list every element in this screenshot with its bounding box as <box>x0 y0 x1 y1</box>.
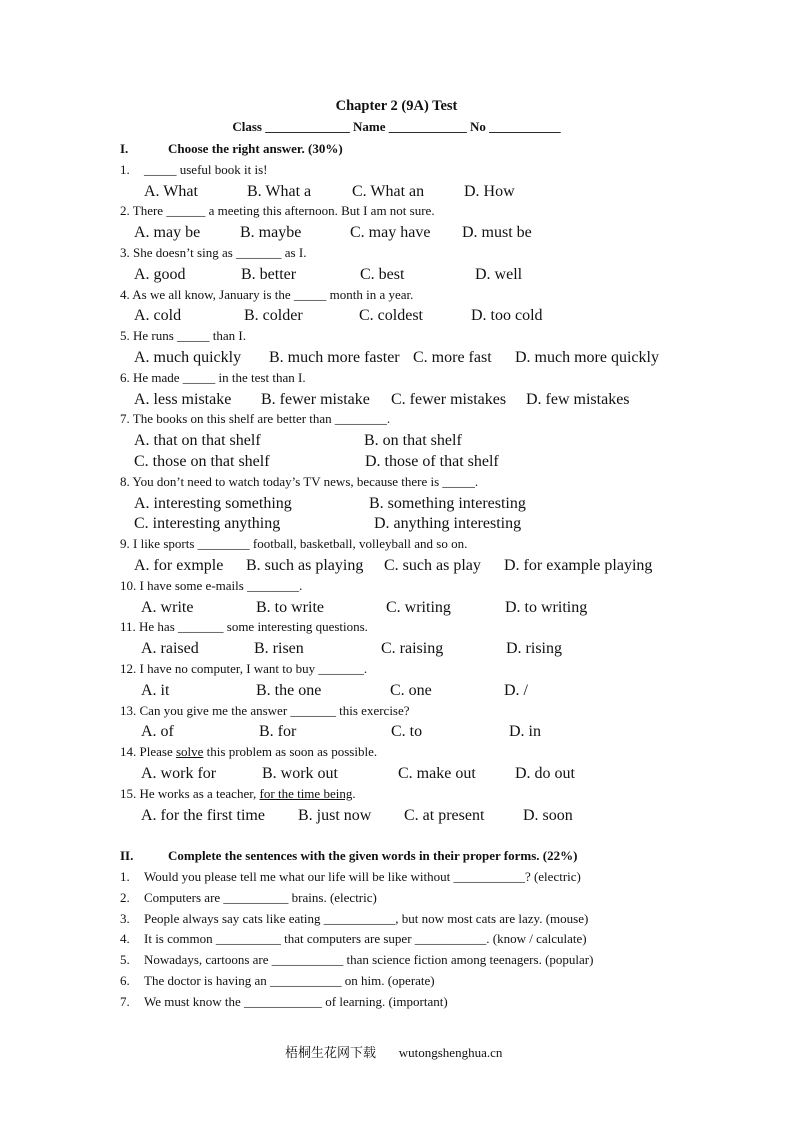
s2-item-6-number: 6. <box>120 973 130 988</box>
q6-option-c: C. fewer mistakes <box>391 391 507 408</box>
q10-option-b: B. to write <box>256 599 324 616</box>
section-1-number: I. <box>120 141 129 156</box>
q15-option-a: A. for the first time <box>141 807 265 824</box>
q15-option-b: B. just now <box>298 807 372 824</box>
q9-option-d: D. for example playing <box>504 557 653 574</box>
q15-stem-post: . <box>352 786 356 801</box>
q4-option-b: B. colder <box>244 307 303 324</box>
page-footer: 梧桐生花网下载 wutongshenghua.cn <box>285 1045 503 1060</box>
q6-option-b: B. fewer mistake <box>261 391 370 408</box>
q7-option-c: C. those on that shelf <box>134 453 270 470</box>
s2-item-4-text: It is common __________ that computers are super ___________. (know / calculate) <box>144 931 587 946</box>
q9-option-a: A. for exmple <box>134 557 224 574</box>
q10-option-d: D. to writing <box>505 599 588 616</box>
q12-option-d: D. / <box>504 682 528 699</box>
q6-option-a: A. less mistake <box>134 391 232 408</box>
s2-item-7-number: 7. <box>120 994 130 1009</box>
question-10-stem: 10. I have some e-mails ________. <box>120 578 303 593</box>
q4-option-c: C. coldest <box>359 307 423 324</box>
s2-item-5-number: 5. <box>120 952 130 967</box>
s2-item-5-text: Nowadays, cartoons are ___________ than science fiction among teenagers. (popular) <box>144 952 594 967</box>
s2-item-1-text: Would you please tell me what our life will be like without ___________? (electric) <box>144 869 581 884</box>
q2-option-d: D. must be <box>462 224 532 241</box>
q9-option-b: B. such as playing <box>246 557 364 574</box>
question-2-stem: 2. There ______ a meeting this afternoon. But I am not sure. <box>120 203 435 218</box>
q7-option-d: D. those of that shelf <box>365 453 499 470</box>
q14-stem-pre: 14. Please <box>120 744 176 759</box>
section-2-title: Complete the sentences with the given words in their proper forms. (22%) <box>168 848 578 863</box>
q4-option-a: A. cold <box>134 307 182 324</box>
s2-item-3-text: People always say cats like eating ___________, but now most cats are lazy. (mouse) <box>144 911 589 926</box>
s2-item-2-number: 2. <box>120 890 130 905</box>
q10-option-c: C. writing <box>386 599 451 616</box>
page-title: Chapter 2 (9A) Test <box>335 98 458 114</box>
question-7-stem: 7. The books on this shelf are better than ________. <box>120 411 391 426</box>
q14-option-c: C. make out <box>398 765 476 782</box>
q3-option-d: D. well <box>475 266 523 283</box>
q8-option-c: C. interesting anything <box>134 515 281 532</box>
q13-option-b: B. for <box>259 723 297 740</box>
q1-option-c: C. What an <box>352 183 425 200</box>
question-13-stem: 13. Can you give me the answer _______ this exercise? <box>120 703 410 718</box>
section-2-number: II. <box>120 848 134 863</box>
q2-option-b: B. maybe <box>240 224 302 241</box>
q8-option-b: B. something interesting <box>369 495 526 512</box>
q15-stem-pre: 15. He works as a teacher, <box>120 786 260 801</box>
s2-item-2-text: Computers are __________ brains. (electric) <box>144 890 377 905</box>
q15-option-d: D. soon <box>523 807 573 824</box>
question-6-stem: 6. He made _____ in the test than I. <box>120 370 306 385</box>
q3-option-b: B. better <box>241 266 297 283</box>
q5-option-c: C. more fast <box>413 349 492 366</box>
question-8-stem: 8. You don’t need to watch today’s TV news, because there is _____. <box>120 474 479 489</box>
q14-option-a: A. work for <box>141 765 217 782</box>
q14-stem-post: this problem as soon as possible. <box>203 744 378 759</box>
q12-option-b: B. the one <box>256 682 322 699</box>
q11-option-a: A. raised <box>141 640 199 657</box>
s2-item-7-text: We must know the ____________ of learning. (important) <box>144 994 448 1009</box>
q13-option-d: D. in <box>509 723 541 740</box>
question-12-stem: 12. I have no computer, I want to buy _______. <box>120 661 368 676</box>
q5-option-d: D. much more quickly <box>515 349 659 366</box>
q1-option-b: B. What a <box>247 183 312 200</box>
q13-option-c: C. to <box>391 723 423 740</box>
class-name-no-line: Class _____________ Name ____________ No ___________ <box>232 119 561 134</box>
s2-item-6-text: The doctor is having an ___________ on him. (operate) <box>144 973 435 988</box>
q15-underlined-phrase: for the time being <box>259 786 353 801</box>
section-1-title: Choose the right answer. (30%) <box>168 141 343 156</box>
q3-option-a: A. good <box>134 266 186 283</box>
q10-option-a: A. write <box>141 599 194 616</box>
s2-item-3-number: 3. <box>120 911 130 926</box>
q5-option-b: B. much more faster <box>269 349 400 366</box>
q11-option-c: C. raising <box>381 640 444 657</box>
q14-underlined-word: solve <box>175 744 204 759</box>
q8-option-a: A. interesting something <box>134 495 292 512</box>
q1-option-d: D. How <box>464 183 515 200</box>
q3-option-c: C. best <box>360 266 405 283</box>
q9-option-c: C. such as play <box>384 557 481 574</box>
q12-option-a: A. it <box>141 682 170 699</box>
q12-option-c: C. one <box>390 682 432 699</box>
question-3-stem: 3. She doesn’t sing as _______ as I. <box>120 245 307 260</box>
question-14-stem <box>120 744 377 760</box>
q2-option-c: C. may have <box>350 224 431 241</box>
s2-item-4-number: 4. <box>120 931 130 946</box>
question-15-stem <box>120 786 356 802</box>
q8-option-d: D. anything interesting <box>374 515 522 532</box>
question-1-number: 1. <box>120 162 130 177</box>
s2-item-1-number: 1. <box>120 869 130 884</box>
q14-option-b: B. work out <box>262 765 338 782</box>
question-5-stem: 5. He runs _____ than I. <box>120 328 247 343</box>
q7-option-b: B. on that shelf <box>364 432 462 449</box>
q4-option-d: D. too cold <box>471 307 543 324</box>
q1-option-a: A. What <box>144 183 198 200</box>
q2-option-a: A. may be <box>134 224 201 241</box>
q5-option-a: A. much quickly <box>134 349 242 366</box>
q7-option-a: A. that on that shelf <box>134 432 261 449</box>
q11-option-b: B. risen <box>254 640 304 657</box>
q6-option-d: D. few mistakes <box>526 391 630 408</box>
question-11-stem: 11. He has _______ some interesting questions. <box>120 619 368 634</box>
q11-option-d: D. rising <box>506 640 562 657</box>
question-9-stem: 9. I like sports ________ football, basketball, volleyball and so on. <box>120 536 468 551</box>
question-1-stem: _____ useful book it is! <box>144 162 268 177</box>
q15-option-c: C. at present <box>404 807 485 824</box>
q14-option-d: D. do out <box>515 765 575 782</box>
question-4-stem: 4. As we all know, January is the _____ month in a year. <box>120 287 414 302</box>
q13-option-a: A. of <box>141 723 174 740</box>
